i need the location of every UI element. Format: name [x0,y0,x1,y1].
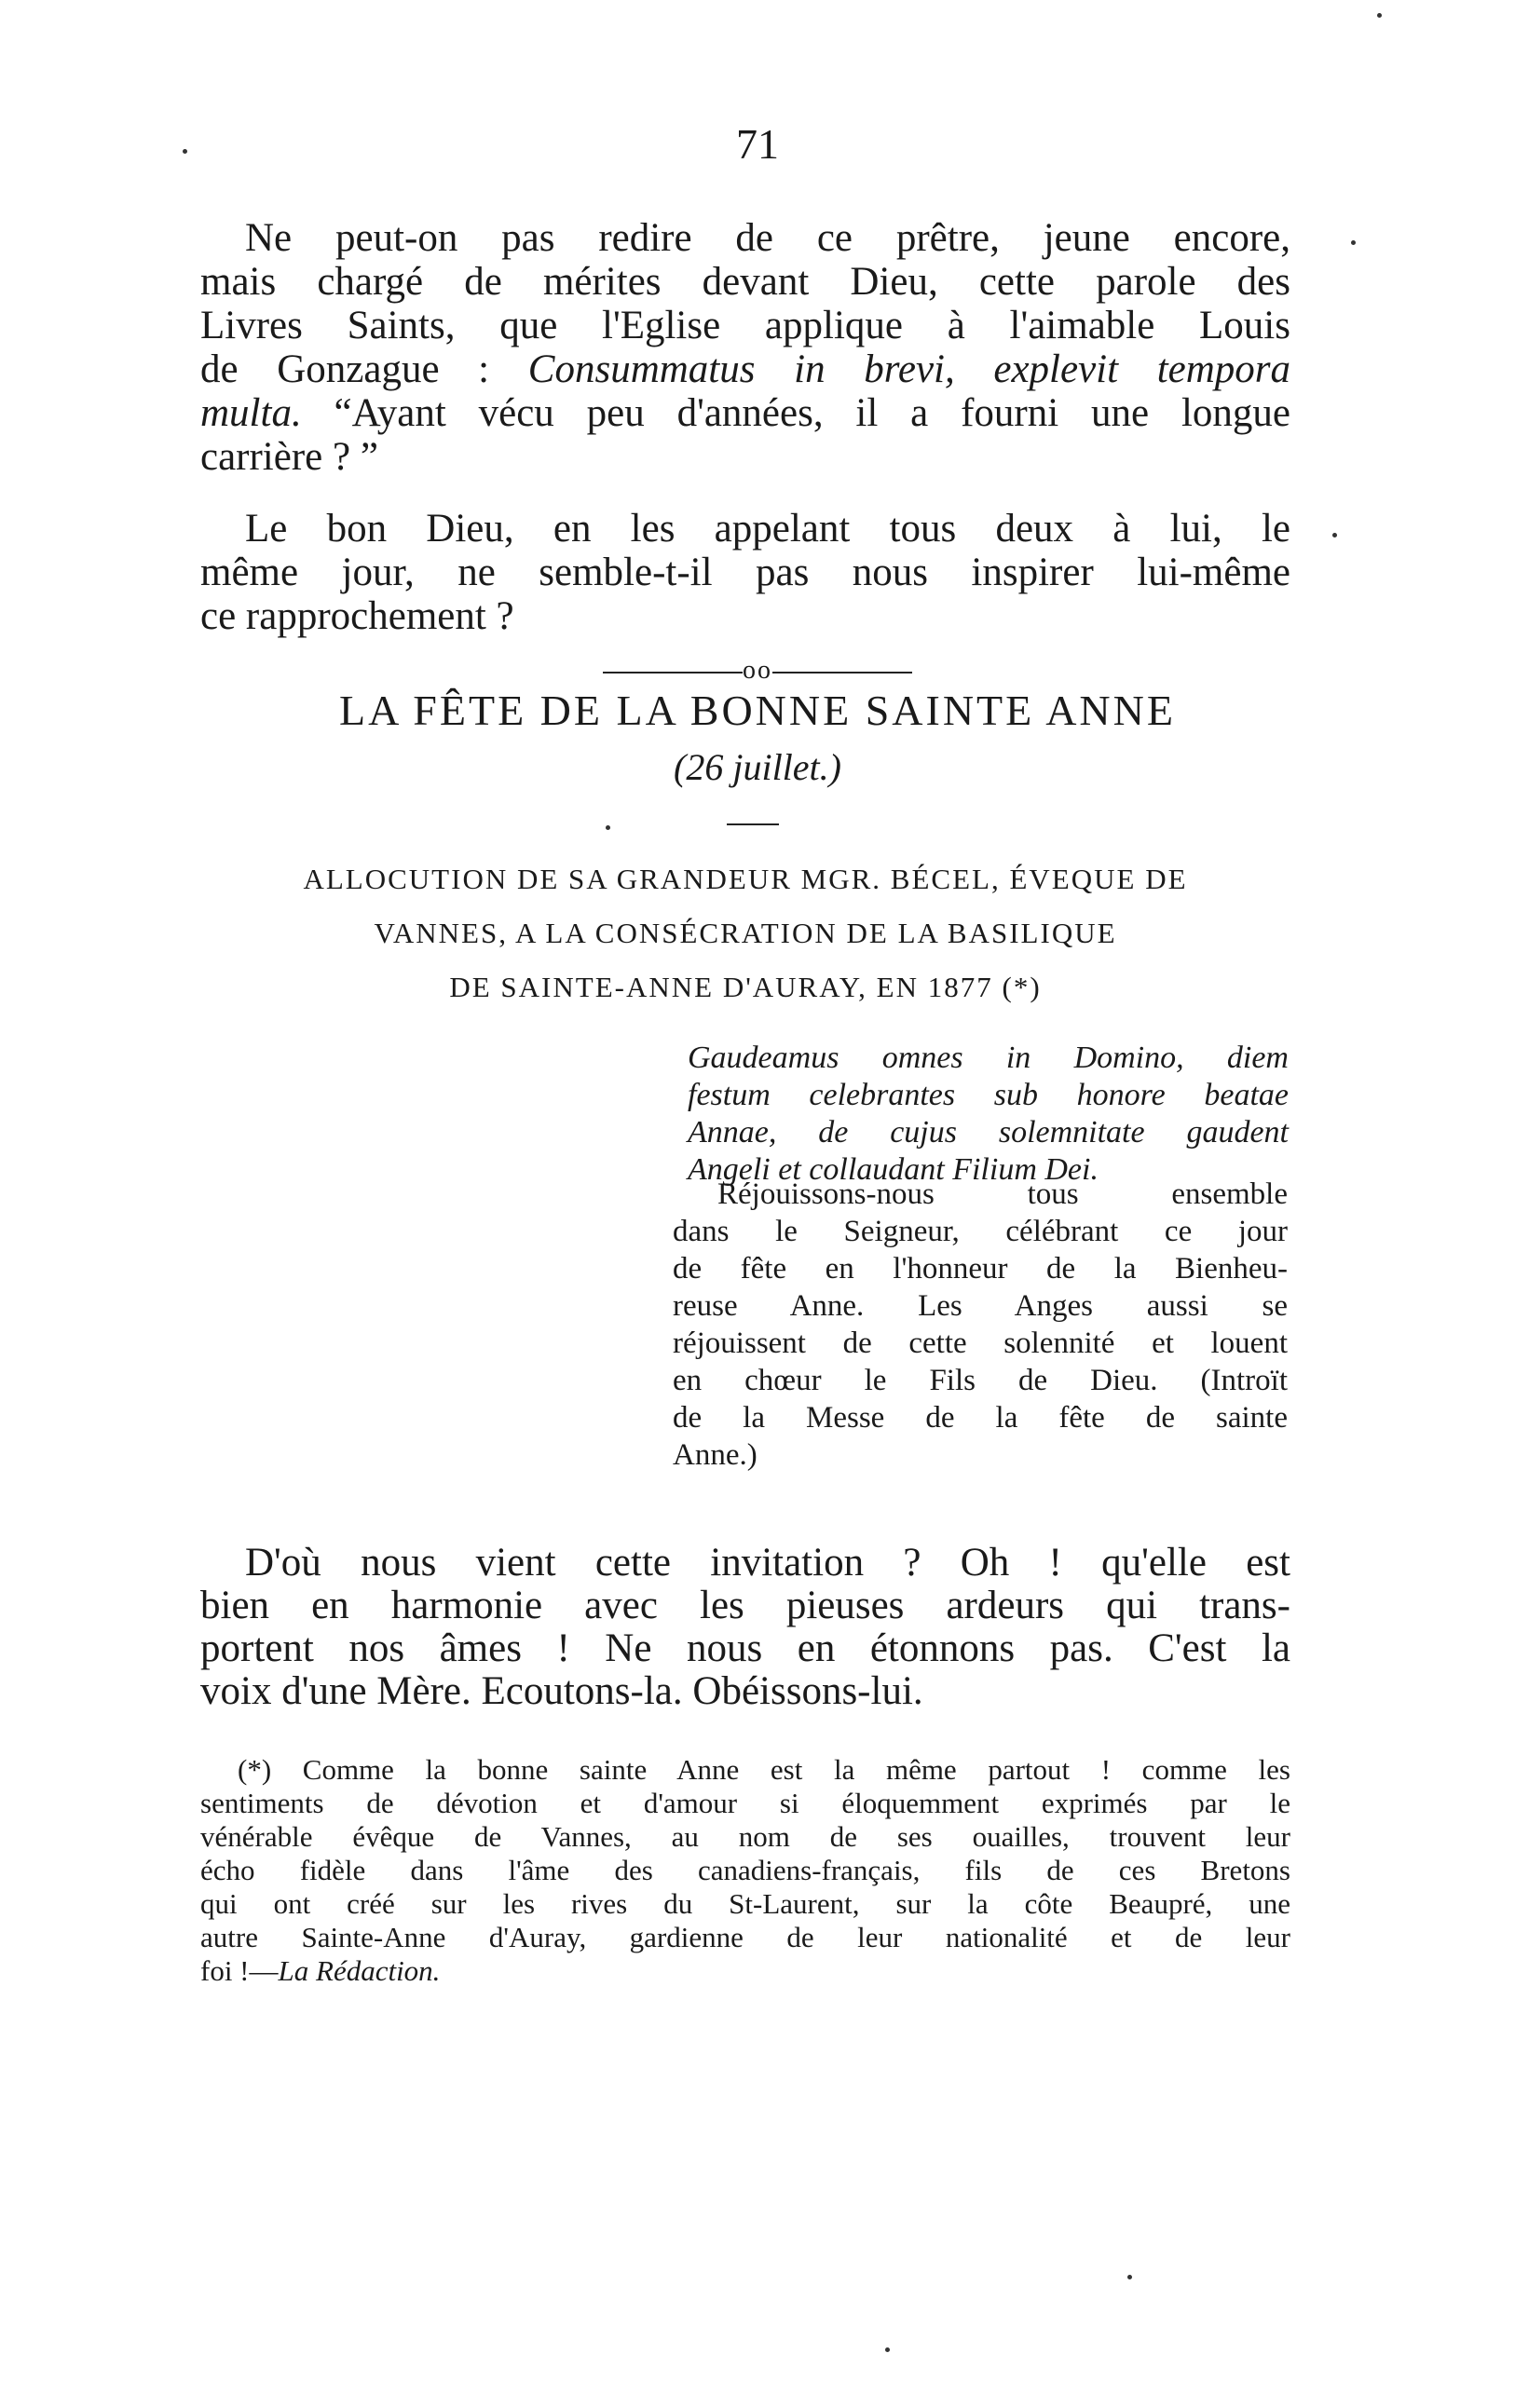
translation-line-7: de la Messe de la fête de sainte [673,1401,1288,1435]
latin-epigraph [688,1040,1289,1189]
paragraph-1-line-6: carrière ? ” [200,435,378,479]
paragraph-2-line-3: ce rapprochement ? [200,594,514,638]
page-number: 71 [736,120,779,168]
latin-quote-part-1: Consummatus in brevi, explevit tempora [527,347,1291,391]
scan-speck [885,2347,890,2352]
paragraph-2 [200,507,1290,638]
paragraph-2-line-2: même jour, ne semble-t-il pas nous inspirer lui-même [200,551,1290,594]
divider-mark: oo [743,656,772,685]
scan-speck [1127,2275,1132,2279]
paragraph-1-line-5 [200,391,1290,435]
footnote-line-6: autre Sainte-Anne d'Auray, gardienne de leur nationalité et de leur [200,1921,1290,1953]
footnote-line-7 [200,1954,1290,1988]
allocution-subheading [191,852,1300,1014]
paragraph-2-line-1: Le bon Dieu, en les appelant tous deux à lui, le [245,507,1290,551]
paragraph-3-line-2: bien en harmonie avec les pieuses ardeurs qui trans- [200,1584,1290,1627]
paragraph-1-line-3: Livres Saints, que l'Eglise applique à l'aimable Louis [200,304,1290,347]
footnote-line-4: écho fidèle dans l'âme des canadiens-français, fils de ces Bretons [200,1854,1290,1886]
paragraph-3-line-3: portent nos âmes ! Ne nous en étonnons pas. C'est la [200,1626,1290,1670]
footnote [200,1753,1290,1988]
paragraph-1-line-2: mais chargé de mérites devant Dieu, cette parole des [200,260,1290,304]
epigraph-line-2: festum celebrantes sub honore beatae [688,1078,1289,1112]
scan-speck [183,149,187,154]
footnote-line-5: qui ont créé sur les rives du St-Laurent, sur la côte Beaupré, une [200,1887,1290,1920]
subheading-line-1: ALLOCUTION DE SA GRANDEUR MGR. BÉCEL, ÉVEQUE DE [303,863,1188,895]
scan-speck [1351,240,1356,245]
translation-line-3: de fête en l'honneur de la Bienheu- [673,1252,1288,1286]
translation-line-1: Réjouissons-nous tous ensemble [717,1177,1288,1211]
paragraph-3-line-4: voix d'une Mère. Ecoutons-la. Obéissons-lui. [200,1669,923,1713]
paragraph-1-line-4 [200,347,1290,391]
divider-rule-right [772,672,912,673]
scan-speck [1377,13,1382,18]
epigraph-line-1: Gaudeamus omnes in Domino, diem [688,1041,1289,1075]
epigraph-line-4: Angeli et collaudant Filium Dei. [688,1152,1099,1187]
divider-rule-left [603,672,743,673]
translation-line-6: en chœur le Fils de Dieu. (Introït [673,1364,1288,1397]
footnote-line-7-text: foi !— [200,1954,279,1987]
paragraph-3-line-1: D'où nous vient cette invitation ? Oh ! qu'elle est [245,1541,1290,1585]
footnote-line-3: vénérable évêque de Vannes, au nom de ses ouailles, trouvent leur [200,1820,1290,1853]
paragraph-3 [200,1542,1290,1713]
translation-line-8: Anne.) [673,1438,758,1472]
latin-quote-part-2: multa. [200,391,302,435]
section-divider [0,656,1515,686]
footnote-line-2: sentiments de dévotion et d'amour si éloquemment exprimés par le [200,1787,1290,1819]
paragraph-1-line-5-text: “Ayant vécu peu d'années, il a fourni une longue [301,391,1290,435]
paragraph-1-line-1: Ne peut-on pas redire de ce prêtre, jeune encore, [245,216,1290,260]
french-translation [673,1176,1288,1474]
section-heading: LA FÊTE DE LA BONNE SAINTE ANNE [339,687,1176,734]
paragraph-1-line-4-text: de Gonzague : [200,347,528,391]
epigraph-line-3: Annae, de cujus solemnitate gaudent [688,1115,1289,1150]
scan-speck [1332,533,1337,537]
subheading-line-3: DE SAINTE-ANNE D'AURAY, EN 1877 (*) [449,971,1042,1003]
scan-speck [606,825,610,830]
paragraph-1 [200,216,1290,479]
footnote-signature: La Rédaction. [278,1954,441,1987]
translation-line-2: dans le Seigneur, célébrant ce jour [673,1215,1288,1248]
translation-line-4: reuse Anne. Les Anges aussi se [673,1289,1288,1323]
footnote-line-1: (*) Comme la bonne sainte Anne est la même partout ! comme les [238,1753,1290,1786]
subheading-line-2: VANNES, A LA CONSÉCRATION DE LA BASILIQUE [374,917,1117,949]
section-date: (26 juillet.) [674,746,841,788]
translation-line-5: réjouissent de cette solennité et louent [673,1326,1288,1360]
short-rule [727,823,779,825]
